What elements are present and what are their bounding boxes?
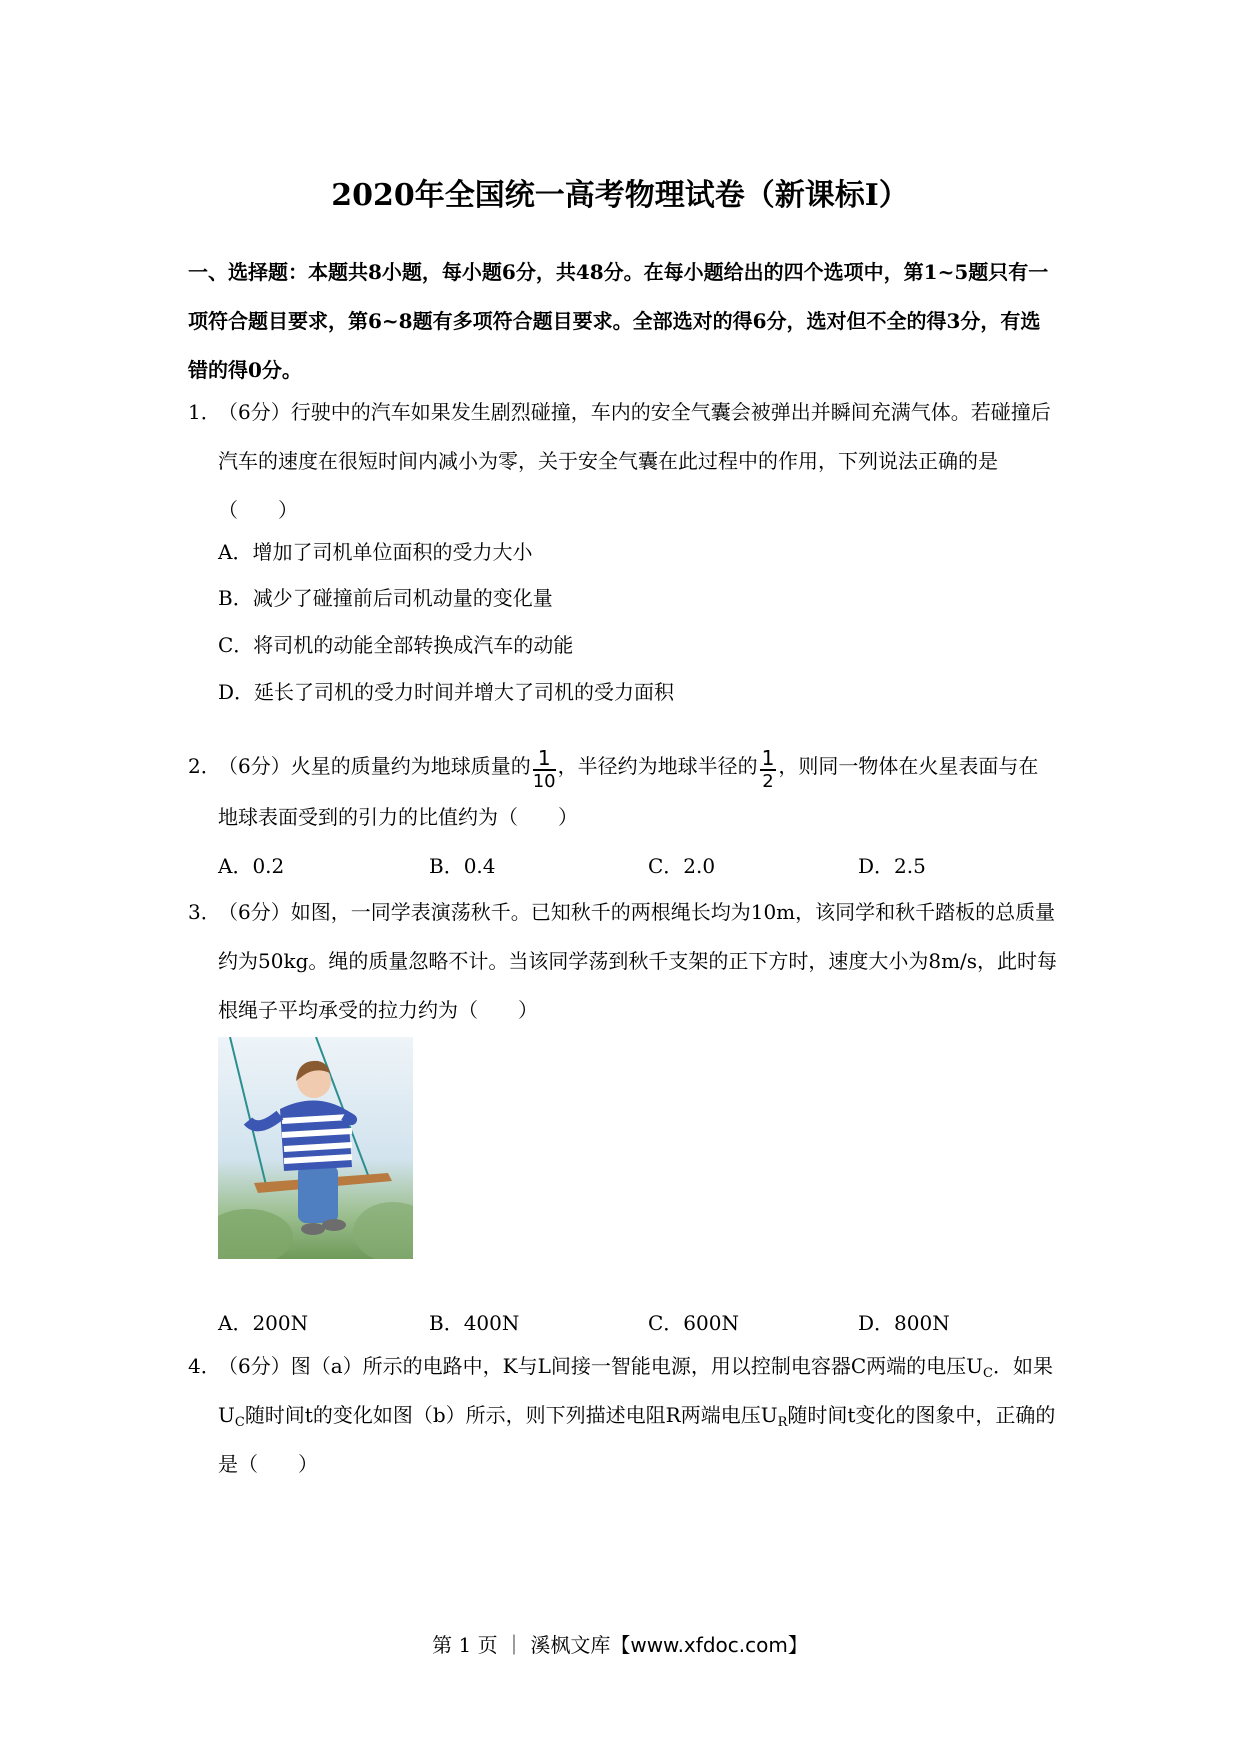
question-text-part: （6分）图（a）所示的电路中，K与L间接一智能电源，用以控制电容器C两端的电压U (218, 1354, 984, 1378)
option-b: B．0.4 (429, 854, 496, 878)
question-text-part: ．如果U (218, 1354, 1053, 1427)
option-a: A．0.2 (218, 854, 285, 878)
question-text-part: （6分）火星的质量约为地球质量的 (218, 754, 531, 778)
question-text: （6分）行驶中的汽车如果发生剧烈碰撞，车内的安全气囊会被弹出并瞬间充满气体。若碰撞后汽车的速度在很短时间内减小为零，关于安全气囊在此过程中的作用，下列说法正确的是（ ） (218, 400, 1051, 522)
footer-separator: ｜ (503, 1633, 524, 1657)
question-text (218, 1342, 1058, 1489)
page-footer (0, 1630, 1240, 1660)
option-b: B．400N (429, 1311, 520, 1335)
question-text: （6分）如图，一同学表演荡秋千。已知秋千的两根绳长均为10m，该同学和秋千踏板的总质量约为50kg。绳的质量忽略不计。当该同学荡到秋千支架的正下方时，速度大小为8m/s，此时每根绳子平均承受的拉力约为（ ） (218, 900, 1058, 1022)
subscript-r: R (777, 1415, 788, 1430)
option-d: D．800N (858, 1311, 950, 1335)
section-heading: 一、选择题：本题共8小题，每小题6分，共48分。在每小题给出的四个选项中，第1~5题只有一项符合题目要求，第6~8题有多项符合题目要求。全部选对的得6分，选对但不全的得3分，有选错的得0分。 (188, 260, 1049, 382)
fraction-one-tenth (533, 747, 556, 793)
question-text-part: 随时间t变化的图象中，正确的是（ ） (218, 1403, 1056, 1476)
question-3 (188, 888, 1058, 1035)
option-c: C．2.0 (648, 854, 716, 878)
fraction-one-half (760, 747, 777, 793)
question-number: 2． (188, 754, 221, 778)
option-d: D．延长了司机的受力时间并增大了司机的受力面积 (218, 680, 675, 704)
question-text (218, 742, 1058, 842)
question-2 (188, 742, 1058, 842)
footer-source: 溪枫文库 (530, 1633, 611, 1657)
child-legs (298, 1165, 338, 1223)
question-text-part: ，半径约为地球半径的 (557, 754, 758, 778)
question-number: 3． (188, 900, 221, 924)
question-text-part: ，则同一物体在火星表面与在地球表面受到的引力的比值约为（ ） (218, 754, 1039, 829)
fraction-denominator: 2 (762, 771, 774, 792)
option-b: B．减少了碰撞前后司机动量的变化量 (218, 586, 553, 610)
child-shoes (322, 1219, 346, 1231)
option-c: C．600N (648, 1311, 739, 1335)
fraction-denominator: 10 (532, 771, 556, 792)
option-a: A．200N (218, 1311, 309, 1335)
page-title: 2020年全国统一高考物理试卷（新课标Ⅰ） (331, 178, 909, 213)
question-number: 4． (188, 1354, 221, 1378)
question-text-part: 随时间t的变化如图（b）所示，则下列描述电阻R两端电压U (244, 1403, 778, 1427)
child-shoes (301, 1223, 325, 1235)
subscript-c: C (234, 1415, 245, 1430)
question-1 (188, 388, 1058, 535)
footer-site-link[interactable]: 【www.xfdoc.com】 (610, 1633, 808, 1657)
subscript-c: C (983, 1366, 993, 1381)
option-d: D．2.5 (858, 854, 926, 878)
option-c: C．将司机的动能全部转换成汽车的动能 (218, 633, 574, 657)
question-4 (188, 1342, 1058, 1489)
fraction-numerator: 1 (761, 746, 775, 770)
option-a: A．增加了司机单位面积的受力大小 (218, 540, 533, 564)
question-number: 1． (188, 400, 221, 424)
page-number: 第 1 页 (432, 1633, 498, 1657)
swing-photo (218, 1037, 413, 1259)
fraction-numerator: 1 (533, 747, 556, 771)
child-arm-right (344, 1115, 352, 1120)
